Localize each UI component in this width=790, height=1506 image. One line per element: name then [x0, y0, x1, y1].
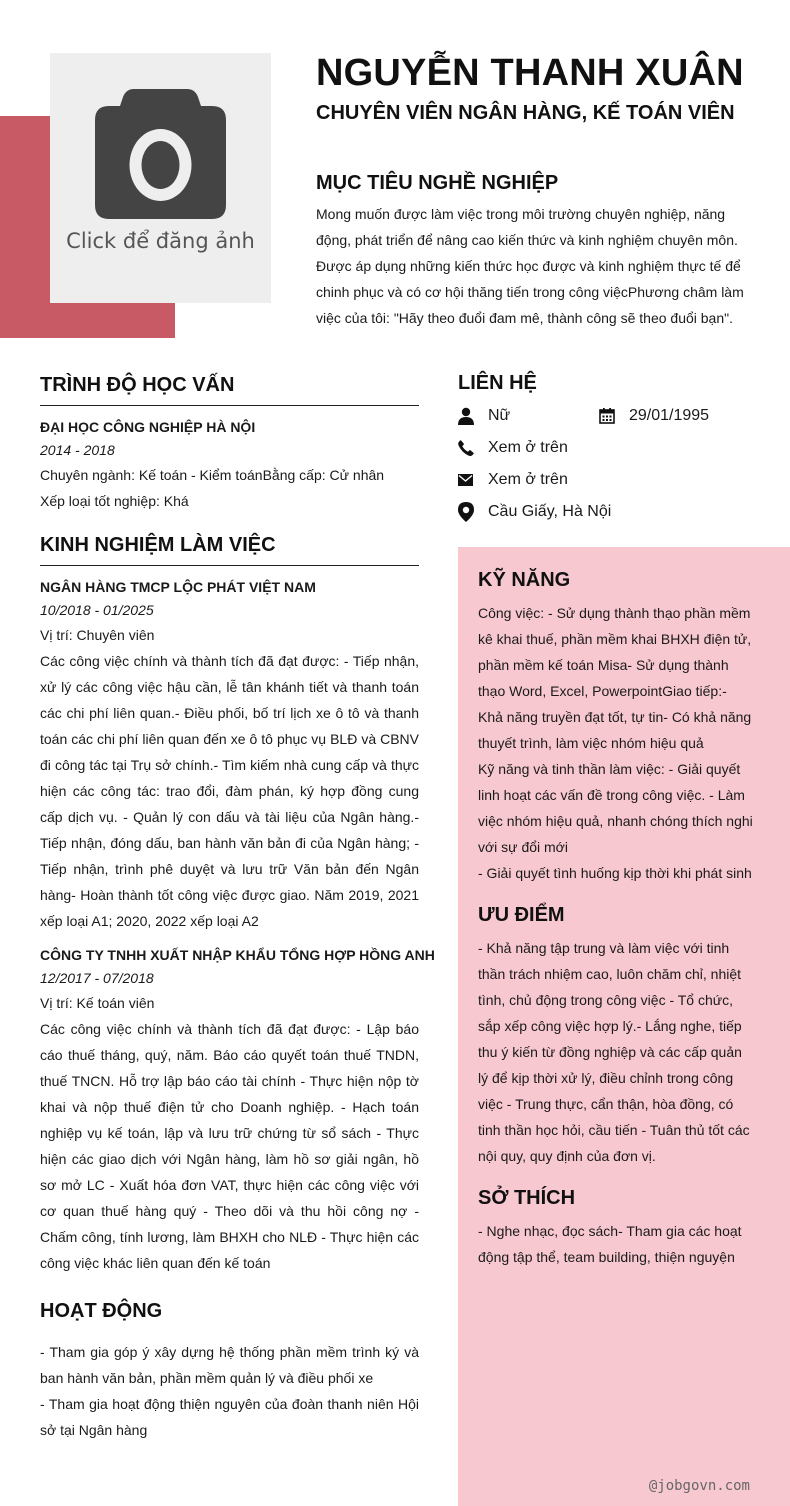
contact-gender-value: Nữ [488, 407, 511, 424]
strengths-heading: ƯU ĐIỂM [478, 904, 565, 926]
job-description: Các công việc chính và thành tích đã đạt được: - Tiếp nhận, xử lý các công việc hậu cần, lễ tân khánh tiết và thanh toán các chi phí liên quan.- Điều phối, bố trí lịch xe ô tô và thanh toán các chi phí liên quan đến xe ô tô phục vụ BLĐ và CBNV đi công tác tại Trụ sở chính.- Tìm kiếm nhà cung cấp và thực hiện các công tác: trao đổi, đàm phán, ký hợp đồng cung cấp dịch vụ. - Quản lý con dấu và tài liệu của Ngân hàng.- Tiếp nhận, đóng dấu, ban hành văn bản đi của Ngân hàng; - Tiếp nhận, trình phê duyệt và lưu trữ Văn bản đến Ngân hàng- Hoàn thành tốt công việc được giao. Năm 2019, 2021 xếp loại A1; 2020, 2022 xếp loại A2 [40, 653, 419, 929]
location-pin-icon [458, 502, 488, 522]
skills-text [478, 600, 753, 886]
contact-heading: LIÊN HỆ [458, 372, 537, 394]
hobbies-heading: SỞ THÍCH [478, 1187, 576, 1209]
skills-line: Kỹ năng và tinh thần làm việc: - Giải quyết linh hoạt các vấn đề trong công việc. - Làm việc nhóm hiệu quả, nhanh chóng thích nghi với sự đổi mới [478, 761, 753, 855]
photo-upload[interactable] [50, 53, 271, 303]
skills-line: - Giải quyết tình huống kịp thời khi phát sinh [478, 865, 752, 881]
strengths-section [478, 904, 753, 1169]
job-company: NGÂN HÀNG TMCP LỘC PHÁT VIỆT NAM [40, 579, 316, 595]
calendar-icon [599, 408, 629, 424]
activities-section [40, 1300, 419, 1443]
activity-item: - Tham gia hoạt động thiện nguyên của đoàn thanh niên Hội sở tại Ngân hàng [40, 1396, 419, 1438]
experience-section [40, 534, 435, 1276]
watermark: @jobgovn.com [648, 1478, 750, 1494]
skills-line: Công việc: - Sử dụng thành thạo phần mềm kê khai thuế, phần mềm khai BHXH điện tử, phần mềm kế toán Misa- Sử dụng thành thạo Word, Excel, PowerpointGiao tiếp:- Khả năng truyền đạt tốt, tự tin- Có khả năng thuyết trình, làm việc nhóm hiệu quả [478, 605, 752, 751]
contact-address-value: Cầu Giấy, Hà Nội [488, 503, 612, 520]
education-period: 2014 - 2018 [40, 442, 115, 458]
objective-heading: MỤC TIÊU NGHỀ NGHIỆP [316, 172, 559, 194]
candidate-title: CHUYÊN VIÊN NGÂN HÀNG, KẾ TOÁN VIÊN [316, 102, 735, 124]
job-entry [40, 944, 435, 1276]
contact-email-value: Xem ở trên [488, 471, 568, 488]
objective-text: Mong muốn được làm việc trong môi trường chuyên nghiệp, năng động, phát triển để nâng cao kiến thức và kinh nghiệm chuyên môn. Được áp dụng những kiến thức học được và kinh nghiệm thực tế để chinh phục và có cơ hội thăng tiến trong công việcPhương châm làm việc của tôi: "Hãy theo đuổi đam mê, thành công sẽ theo đuổi bạn". [316, 206, 744, 326]
skills-section [478, 569, 753, 886]
skills-heading: KỸ NĂNG [478, 569, 571, 591]
job-period: 10/2018 - 01/2025 [40, 602, 154, 618]
activity-item: - Tham gia góp ý xây dựng hệ thống phần mềm trình ký và ban hành văn bản, phần mềm quản lý và điều phối xe [40, 1344, 419, 1386]
activities-list [40, 1339, 419, 1443]
phone-icon [458, 440, 488, 456]
contact-section [458, 372, 758, 520]
person-icon [458, 407, 488, 425]
photo-upload-label: Click để đăng ảnh [66, 229, 255, 253]
job-entry [40, 576, 419, 934]
mail-icon [458, 474, 488, 486]
hobbies-text: - Nghe nhạc, đọc sách- Tham gia các hoạt động tập thể, team building, thiện nguyện [478, 1223, 742, 1265]
strengths-text: - Khả năng tập trung và làm việc với tinh thần trách nhiệm cao, luôn chăm chỉ, nhiệt tình, chủ động trong công việc - Tổ chức, sắp xếp công việc hợp lý.- Lắng nghe, tiếp thu ý kiến từ đồng nghiệp và các cấp quản lý để kịp thời xử lý, điều chỉnh trong công việc - Trung thực, cẩn thận, hòa đồng, có tinh thần học hỏi, cầu tiến - Tuân thủ tốt các nội quy, quy định của đơn vị. [478, 940, 750, 1164]
camera-icon [94, 89, 227, 221]
job-company: CÔNG TY TNHH XUẤT NHẬP KHẨU TỔNG HỢP HỒNG ANH [40, 947, 435, 963]
contact-birthday-value: 29/01/1995 [629, 407, 710, 424]
contact-phone [458, 435, 568, 461]
experience-heading: KINH NGHIỆM LÀM VIỆC [40, 534, 419, 566]
objective-section [316, 172, 746, 331]
education-school: ĐẠI HỌC CÔNG NGHIỆP HÀ NỘI [40, 419, 256, 435]
education-major: Chuyên ngành: Kế toán - Kiểm toánBằng cấp: Cử nhân [40, 467, 385, 483]
job-description: Các công việc chính và thành tích đã đạt được: - Lập báo cáo thuế tháng, quý, năm. Báo cáo quyết toán thuế TNDN, thuế TNCN. Hỗ trợ lập báo cáo tài chính - Thực hiện nộp tờ khai và nộp thuế điện tử cho Doanh nghiệp. - Hạch toán nghiệp vụ kế toán, lập và lưu trữ chứng từ sổ sách - Thực hiện các giao dịch với Ngân hàng, làm hồ sơ giải ngân, hồ sơ mở LC - Xuất hóa đơn VAT, thực hiện các công việc với cơ quan thuế hàng quý - Theo dõi và thu hồi công nợ - Chấm công, tính lương, làm BHXH cho NLĐ - Thực hiện các công việc khác liên quan đến kế toán [40, 1021, 419, 1271]
contact-address [458, 499, 611, 525]
sidebar-panel [458, 547, 790, 1506]
contact-birthday [599, 403, 709, 429]
contact-email [458, 467, 568, 493]
education-heading: TRÌNH ĐỘ HỌC VẤN [40, 374, 419, 406]
activities-heading: HOẠT ĐỘNG [40, 1300, 163, 1322]
hobbies-section [478, 1187, 753, 1270]
candidate-name: NGUYỄN THANH XUÂN [316, 52, 744, 94]
job-period: 12/2017 - 07/2018 [40, 970, 154, 986]
job-position: Vị trí: Kế toán viên [40, 995, 155, 1011]
education-section [40, 374, 419, 514]
education-grade: Xếp loại tốt nghiệp: Khá [40, 493, 189, 509]
job-position: Vị trí: Chuyên viên [40, 627, 155, 643]
contact-phone-value: Xem ở trên [488, 439, 568, 456]
contact-gender [458, 403, 510, 429]
